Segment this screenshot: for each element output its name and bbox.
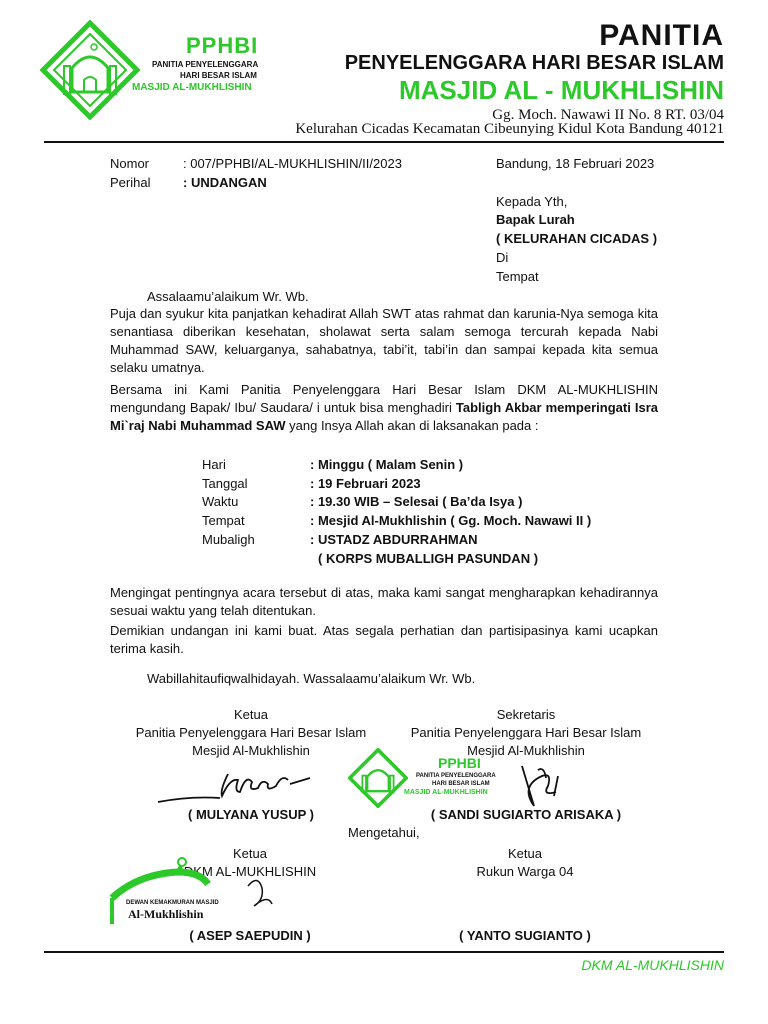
header-title-penyelenggara: PENYELENGGARA HARI BESAR ISLAM: [344, 52, 724, 74]
recipient-tempat: Tempat: [496, 269, 539, 284]
detail-mubaligh-label: Mubaligh: [202, 532, 255, 547]
paragraph-hope: Mengingat pentingnya acara tersebut di atas, maka kami sangat mengharapkan kehadirannya sesuai waktu yang telah ditentukan.: [110, 585, 658, 618]
logo-line1: PANITIA PENYELENGGARA: [152, 60, 259, 69]
header-address-city: Kelurahan Cicadas Kecamatan Cibeunying Kidul Kota Bandung 40121: [295, 121, 724, 137]
ketua-signature: [150, 760, 320, 810]
nomor-value: : 007/PPHBI/AL-MUKHLISHIN/II/2023: [183, 156, 402, 171]
letterhead: [0, 0, 768, 150]
stamp-brand: PPHBI: [438, 755, 481, 771]
closing-salam: Wabillahitaufiqwalhidayah. Wassalaamu’alaikum Wr. Wb.: [147, 671, 476, 686]
recipient-office: ( KELURAHAN CICADAS ): [496, 231, 658, 246]
dkm-title: Ketua: [233, 846, 267, 861]
invitation-event: Tabligh Akbar memperingati Isra Mi`raj Nabi Muhammad SAW: [110, 400, 658, 433]
rw-name: ( YANTO SUGIANTO ): [459, 928, 591, 943]
recipient-name: Bapak Lurah: [496, 212, 575, 227]
header-title-panitia: PANITIA: [599, 19, 724, 52]
dkm-name: ( ASEP SAEPUDIN ): [189, 928, 311, 943]
recipient-di: Di: [496, 250, 509, 265]
sekretaris-name: ( SANDI SUGIARTO ARISAKA ): [430, 807, 622, 822]
rw-title: Ketua: [508, 846, 542, 861]
footer-divider: [44, 951, 724, 953]
dkm-stamp: [108, 854, 298, 926]
detail-waktu-value: : 19.30 WIB – Selesai ( Ba’da Isya ): [310, 494, 523, 509]
sekretaris-org-line2: Mesjid Al-Mukhlishin: [467, 743, 585, 758]
sekretaris-org-line1: Panitia Penyelenggara Hari Besar Islam: [410, 725, 642, 740]
ketua-title: Ketua: [234, 707, 268, 722]
rw-org: Rukun Warga 04: [476, 864, 574, 879]
mengetahui-label: Mengetahui,: [348, 825, 420, 840]
invitation-text-end: yang Insya Allah akan di laksanakan pada :: [285, 418, 539, 433]
dkm-stamp-line1: DEWAN KEMAKMURAN MASJID: [126, 900, 219, 906]
ketua-name: ( MULYANA YUSUP ): [188, 807, 314, 822]
stamp-line1: PANITIA PENYELENGGARA: [416, 773, 496, 779]
perihal-label: Perihal: [110, 175, 151, 190]
pphbi-stamp: [348, 748, 530, 810]
sekretaris-title: Sekretaris: [496, 707, 556, 722]
detail-hari-value: : Minggu ( Malam Senin ): [310, 457, 464, 472]
ketua-org-line2: Mesjid Al-Mukhlishin: [192, 743, 310, 758]
nomor-label: Nomor: [110, 156, 150, 171]
dkm-org: DKM AL-MUKHLISHIN: [183, 864, 317, 879]
detail-tanggal-value: : 19 Februari 2023: [310, 476, 421, 491]
detail-tempat-value: : Mesjid Al-Mukhlishin ( Gg. Moch. Nawawi II ): [310, 513, 592, 528]
stamp-line2: HARI BESAR ISLAM: [432, 781, 490, 787]
header-divider: [44, 141, 724, 143]
paragraph-closing: Demikian undangan ini kami buat. Atas segala perhatian dan partisipasinya kami ucapkan terima kasih.: [110, 623, 658, 656]
paragraph-opening: Puja dan syukur kita panjatkan kehadirat Allah SWT atas rahmat dan karunia-Nya semoga kita senantiasa diberikan kesehatan, sholawat serta salam semoga tercurah kepada Nabi Muhammad SAW, keluarganya, sahabatnya, tabi’it, tabi’in dan sampai kepada kita semua selaku umatnya.: [110, 306, 658, 375]
detail-tempat-label: Tempat: [202, 513, 245, 528]
detail-waktu-label: Waktu: [202, 494, 239, 509]
logo-line3: MASJID AL-MUKHLISHIN: [132, 82, 252, 93]
header-address-street: Gg. Moch. Nawawi II No. 8 RT. 03/04: [492, 107, 724, 123]
logo-brand: PPHBI: [186, 33, 259, 58]
pphbi-logo: [40, 20, 290, 120]
signature-rw-block: [415, 845, 635, 881]
detail-mubaligh-org: ( KORPS MUBALLIGH PASUNDAN ): [318, 551, 539, 566]
place-date: Bandung, 18 Februari 2023: [496, 156, 655, 171]
opening-salam: Assalaamu’alaikum Wr. Wb.: [147, 289, 309, 304]
ketua-org-line1: Panitia Penyelenggara Hari Besar Islam: [135, 725, 367, 740]
recipient-greeting: Kepada Yth,: [496, 194, 568, 209]
dkm-stamp-line2: Al-Mukhlishin: [128, 907, 204, 921]
mosque-diamond-icon: [348, 748, 408, 808]
detail-hari-label: Hari: [202, 457, 226, 472]
stamp-line3: MASJID AL-MUKHLISHIN: [404, 789, 488, 796]
perihal-value: : UNDANGAN: [183, 175, 267, 190]
footer-label: DKM AL-MUKHLISHIN: [581, 957, 724, 973]
header-title-masjid: MASJID AL - MUKHLISHIN: [399, 75, 724, 105]
invitation-text-start: Bersama ini Kami Panitia Penyelenggara Hari Besar Islam DKM AL-MUKHLISHIN mengundang Bapak/ Ibu/ Saudara/ i untuk bisa menghadiri: [110, 382, 658, 415]
detail-tanggal-label: Tanggal: [202, 476, 248, 491]
logo-line2: HARI BESAR ISLAM: [180, 71, 257, 80]
paragraph-invitation: [110, 381, 658, 435]
detail-mubaligh-value: : USTADZ ABDURRAHMAN: [310, 532, 478, 547]
